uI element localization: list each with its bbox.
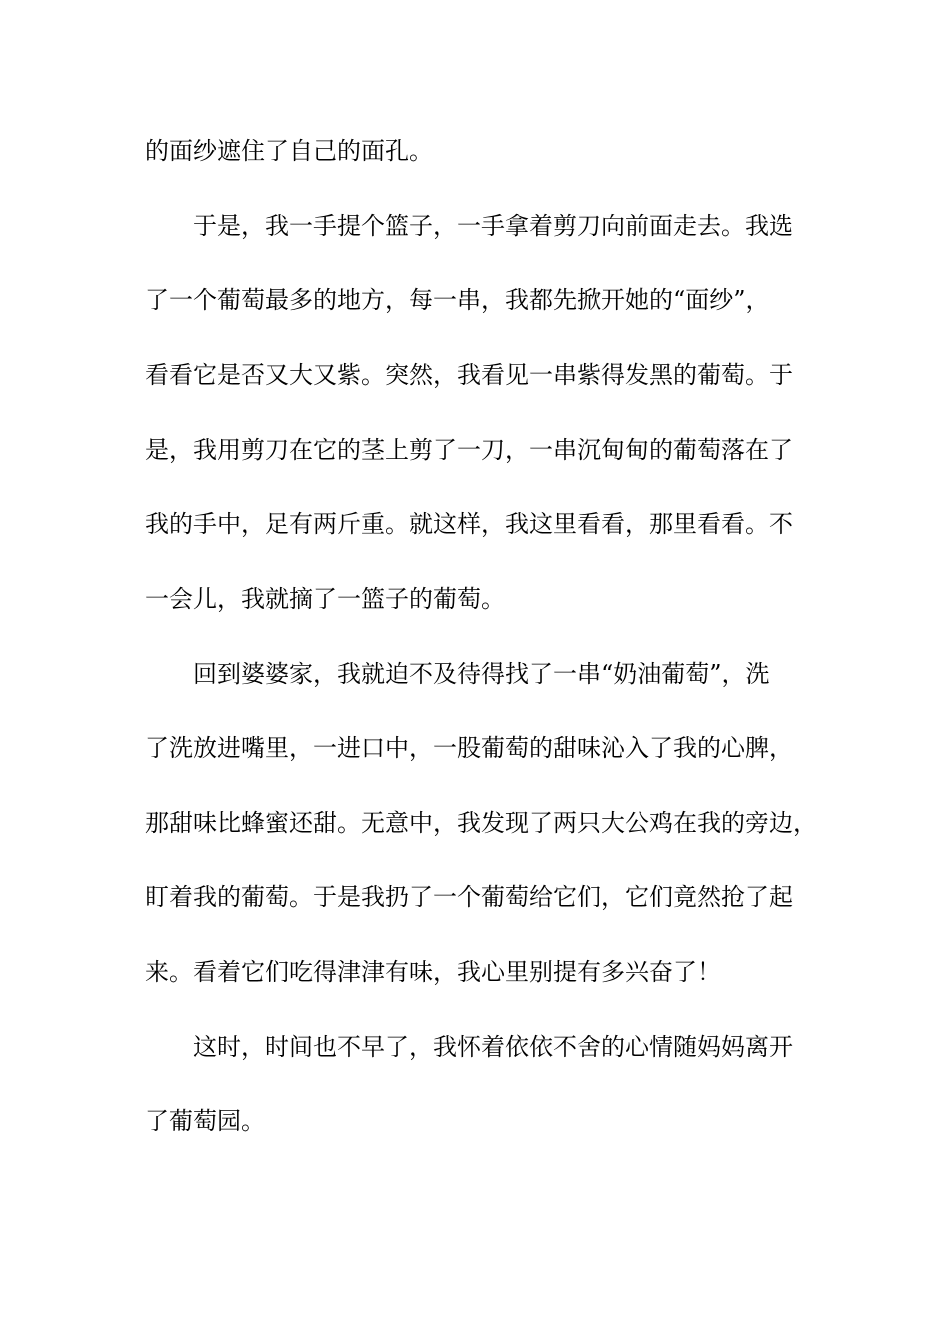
text-line: 了洗放进嘴里，一进口中，一股葡萄的甜味沁入了我的心脾，	[145, 734, 793, 762]
text-line: 盯着我的葡萄。于是我扔了一个葡萄给它们，它们竟然抢了起	[145, 883, 793, 911]
text-line: 那甜味比蜂蜜还甜。无意中，我发现了两只大公鸡在我的旁边，	[145, 809, 817, 837]
text-line: 的面纱遮住了自己的面孔。	[145, 137, 433, 165]
text-line: 了一个葡萄最多的地方，每一串，我都先掀开她的“面纱”，	[145, 286, 770, 314]
text-line: 看看它是否又大又紫。突然，我看见一串紫得发黑的葡萄。于	[145, 361, 793, 389]
paragraph-first-line: 回到婆婆家，我就迫不及待得找了一串“奶油葡萄”，洗	[193, 660, 770, 688]
paragraph-first-line: 于是，我一手提个篮子，一手拿着剪刀向前面走去。我选	[193, 212, 793, 240]
paragraph-first-line: 这时，时间也不早了，我怀着依依不舍的心情随妈妈离开	[193, 1033, 793, 1061]
text-line: 了葡萄园。	[145, 1107, 265, 1135]
text-line: 来。看着它们吃得津津有味，我心里别提有多兴奋了！	[145, 958, 721, 986]
text-line: 是，我用剪刀在它的茎上剪了一刀，一串沉甸甸的葡萄落在了	[145, 436, 793, 464]
text-line: 我的手中，足有两斤重。就这样，我这里看看，那里看看。不	[145, 510, 793, 538]
text-line: 一会儿，我就摘了一篮子的葡萄。	[145, 585, 505, 613]
